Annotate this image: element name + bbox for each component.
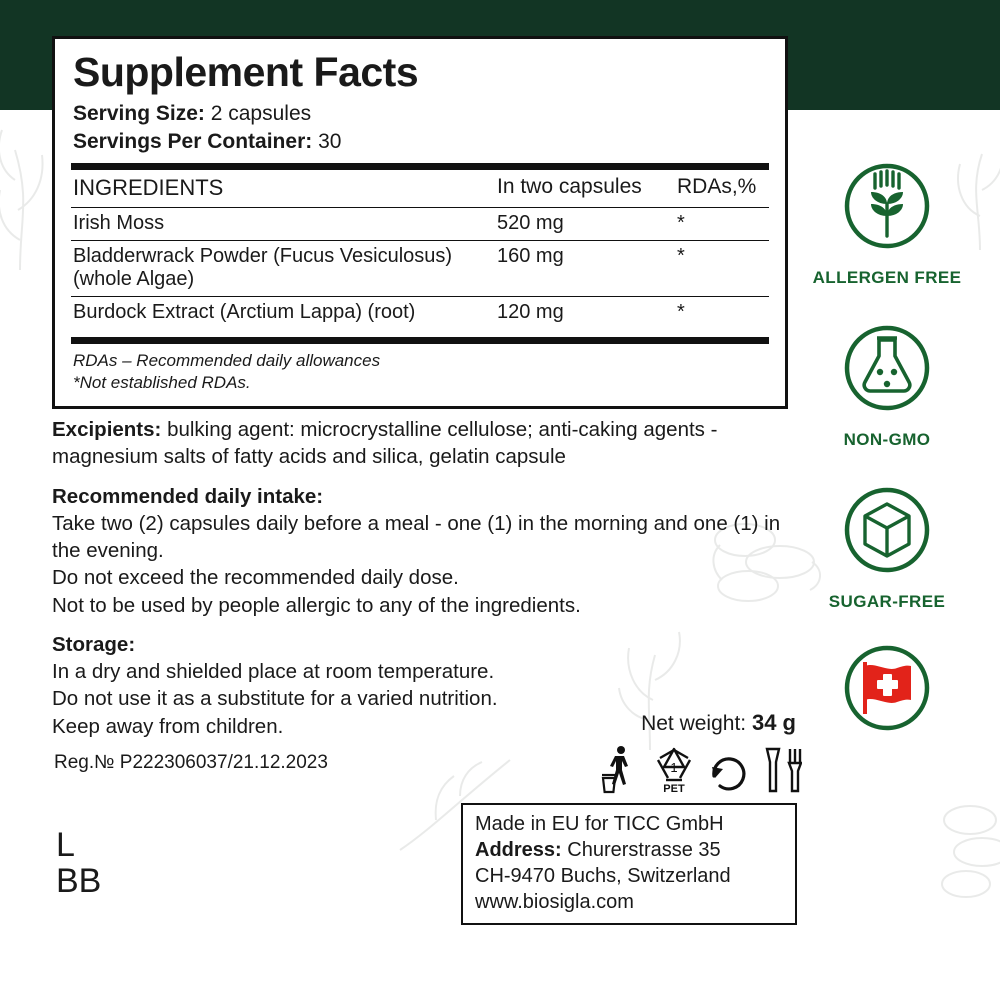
net-weight — [520, 710, 796, 736]
swiss-flag-icon — [833, 638, 941, 738]
ingredient-name: Irish Moss — [71, 208, 495, 241]
ingredient-rda: * — [675, 208, 769, 241]
maker-address-value: Churerstrasse 35 — [567, 839, 721, 861]
svg-text:PET: PET — [663, 783, 685, 794]
badge-label: ALLERGEN FREE — [812, 268, 962, 287]
certification-badges — [792, 152, 982, 746]
intake-line: Do not exceed the recommended daily dose. — [52, 566, 459, 590]
sugar-cube-free-icon — [833, 476, 941, 584]
column-header-ingredients: INGREDIENTS — [73, 175, 224, 201]
recycle-pet-icon — [654, 744, 694, 794]
lot-marks — [56, 828, 101, 899]
badge-sugar-free — [829, 476, 945, 612]
label-body-copy — [52, 416, 797, 752]
root-watermark-right-bottom — [930, 790, 1000, 920]
facts-footnote-2: *Not established RDAs. — [73, 373, 251, 393]
recycle-arrows-icon — [706, 750, 750, 794]
net-weight-label: Net weight: — [641, 712, 747, 735]
serving-size-value: 2 capsules — [210, 102, 312, 126]
storage-line: Keep away from children. — [52, 714, 284, 738]
maker-line-1: Made in EU for TICC GmbH — [475, 813, 724, 835]
page-title: Supplement Facts — [73, 49, 419, 95]
intake-line: Take two (2) capsules daily before a meal - one (1) in the morning and one (1) in the evening. — [52, 511, 781, 562]
maker-website[interactable]: www.biosigla.com — [475, 891, 634, 913]
wheat-allergen-free-icon — [833, 152, 941, 260]
badge-label: NON-GMO — [843, 430, 931, 449]
table-row — [71, 208, 769, 241]
ingredients-table — [71, 170, 769, 329]
ingredient-name: Burdock Extract (Arctium Lappa) (root) — [71, 297, 495, 330]
servings-per-container-value: 30 — [318, 129, 342, 153]
ingredient-amount: 520 mg — [495, 208, 675, 241]
table-header-row — [71, 170, 769, 208]
facts-top-rule — [71, 163, 769, 170]
ingredient-amount: 120 mg — [495, 297, 675, 330]
servings-per-container-label: Servings Per Container: — [73, 129, 313, 153]
packaging-icon-row — [600, 744, 802, 794]
badge-non-gmo — [833, 314, 941, 450]
excipients-text: bulking agent: microcrystalline cellulose; anti-caking agents - magnesium salts of fatty acids and silica, gelatin capsule — [52, 418, 718, 469]
column-header-amount: In two capsules — [497, 175, 642, 199]
ingredient-amount: 160 mg — [495, 241, 675, 297]
storage-line: Do not use it as a substitute for a varied nutrition. — [52, 687, 498, 711]
table-row — [71, 241, 769, 297]
table-row — [71, 297, 769, 330]
do-not-litter-icon — [600, 744, 642, 794]
intake-block — [52, 483, 797, 619]
lot-mark-bb: BB — [56, 861, 102, 900]
excipients-paragraph — [52, 416, 797, 471]
maker-address-label: Address: — [475, 839, 562, 861]
column-header-rda: RDAs,% — [677, 175, 757, 199]
lot-mark-l: L — [56, 826, 75, 864]
food-safe-glass-fork-icon — [762, 746, 802, 794]
serving-size-label: Serving Size: — [73, 102, 205, 126]
svg-text:1: 1 — [670, 760, 678, 775]
excipients-label: Excipients: — [52, 418, 162, 441]
facts-footnote-1: RDAs – Recommended daily allowances — [73, 351, 381, 371]
ingredient-rda: * — [675, 297, 769, 330]
servings-per-container-line — [73, 128, 769, 156]
ingredient-rda: * — [675, 241, 769, 297]
intake-line: Not to be used by people allergic to any of the ingredients. — [52, 593, 581, 617]
badge-label: SUGAR-FREE — [828, 592, 946, 611]
storage-heading: Storage: — [52, 632, 136, 656]
maker-line-3: CH-9470 Buchs, Switzerland — [475, 865, 731, 887]
flask-non-gmo-icon — [833, 314, 941, 422]
facts-bottom-rule — [71, 337, 769, 344]
maker-address-line — [475, 837, 785, 863]
manufacturer-box — [461, 803, 797, 925]
registration-number: Reg.№ P222306037/21.12.2023 — [54, 752, 328, 773]
ingredient-name: Bladderwrack Powder (Fucus Vesiculosus) (whole Algae) — [71, 241, 495, 297]
supplement-facts-panel — [52, 36, 788, 409]
intake-heading: Recommended daily intake: — [52, 484, 324, 508]
badge-swiss — [833, 638, 941, 746]
badge-allergen-free — [813, 152, 962, 288]
storage-line: In a dry and shielded place at room temperature. — [52, 660, 495, 683]
net-weight-value: 34 g — [751, 710, 796, 735]
serving-size-line — [73, 100, 769, 128]
